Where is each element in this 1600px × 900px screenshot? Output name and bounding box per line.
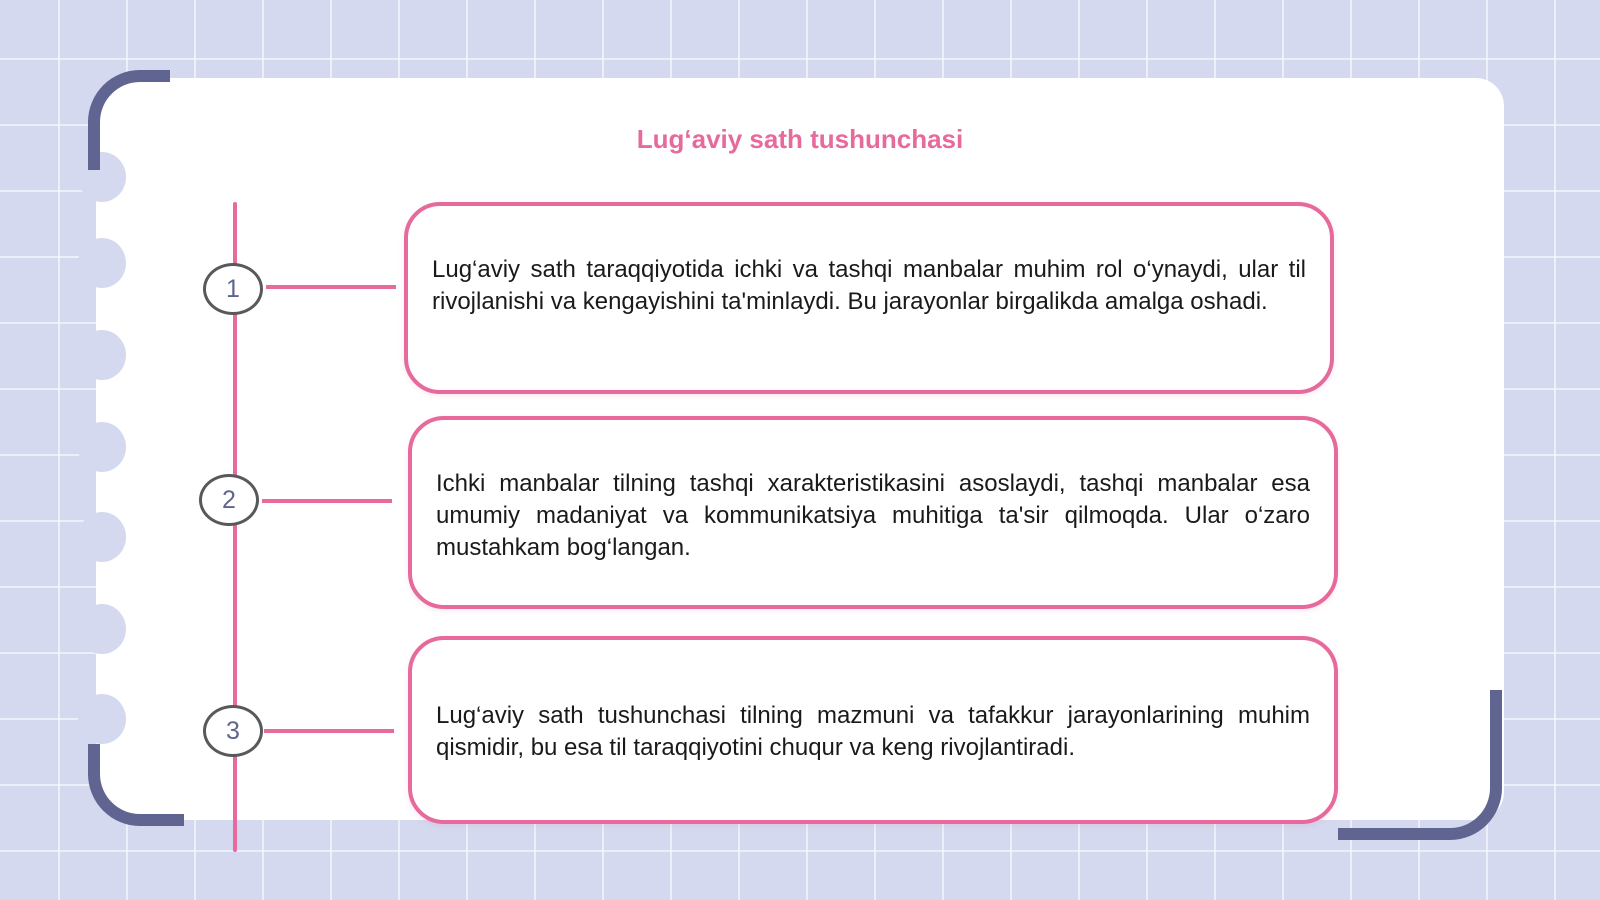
- step-number: 3: [226, 716, 240, 745]
- step-number-circle: [203, 705, 263, 757]
- step-card: [404, 202, 1334, 394]
- sheet-scallop: [78, 238, 126, 288]
- slide-title: Lug‘aviy sath tushunchasi: [636, 124, 964, 154]
- timeline-connector: [264, 729, 394, 733]
- step-card-text: Lug‘aviy sath taraqqiyotida ichki va tashqi manbalar muhim rol o‘ynaydi, ular til rivojlanishi va kengayishini ta'minlaydi. Bu jarayonlar birgalikda amalga oshadi.: [432, 256, 1306, 315]
- sheet-scallop: [78, 330, 126, 380]
- step-number: 1: [226, 274, 240, 303]
- frame-corner-top-left: [88, 70, 170, 170]
- step-number-circle: [199, 474, 259, 526]
- step-card-text: Ichki manbalar tilning tashqi xarakteristikasini asoslaydi, tashqi manbalar esa umumiy madaniyat va kommunikatsiya muhitiga ta'sir qilmoqda. Ular o‘zaro mustahkam bog‘langan.: [436, 470, 1310, 561]
- step-card: [408, 636, 1338, 824]
- frame-corner-bottom-left: [88, 744, 184, 826]
- sheet-scallop: [78, 604, 126, 654]
- timeline-connector: [262, 499, 392, 503]
- sheet-scallop: [78, 422, 126, 472]
- timeline-connector: [266, 285, 396, 289]
- step-number-circle: [203, 263, 263, 315]
- sheet-scallop: [78, 512, 126, 562]
- sheet-scallop: [78, 694, 126, 744]
- step-card-text: Lug‘aviy sath tushunchasi tilning mazmuni va tafakkur jarayonlarining muhim qismidir, bu esa til taraqqiyotini chuqur va keng rivojlantiradi.: [436, 702, 1310, 761]
- step-card: [408, 416, 1338, 609]
- step-number: 2: [222, 485, 236, 514]
- frame-corner-bottom-right: [1338, 690, 1502, 840]
